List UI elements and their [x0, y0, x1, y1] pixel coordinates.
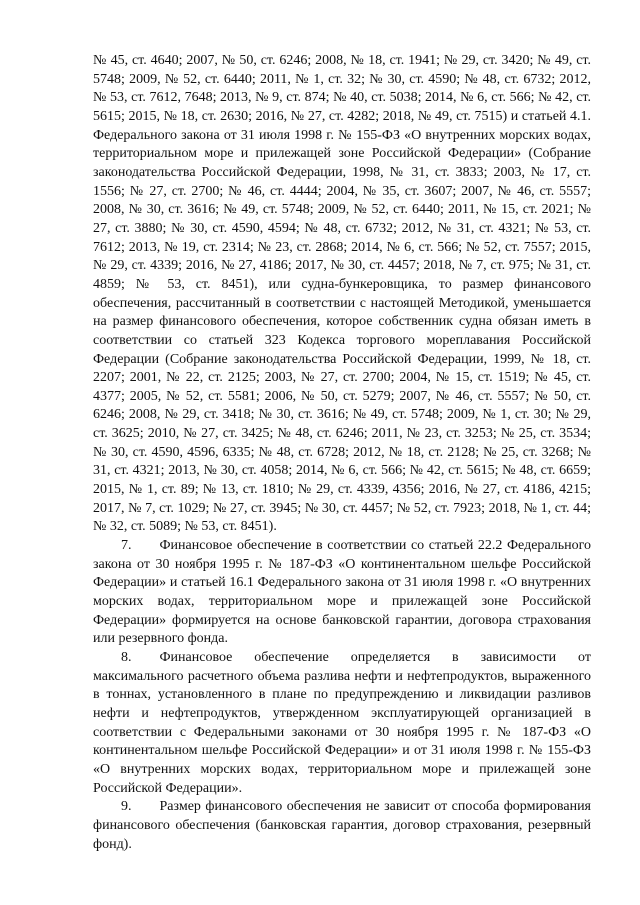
document-body: [93, 52, 591, 854]
paragraph-item-7: 7. Финансовое обеспечение в соответствии со статьей 22.2 Федерального закона от 30 ноября 1995 г. № 187-ФЗ «О континентальном шельфе Российской Федерации» и статьей 16.1 Федерального закона от 31 июля 1998 г. «О внутренних морских водах, территориальном море и прилежащей зоне Российской Федерации» формируется на основе банковской гарантии, договора страхования или резервного фонда.: [93, 538, 591, 647]
paragraph-continuation: № 45, ст. 4640; 2007, № 50, ст. 6246; 2008, № 18, ст. 1941; № 29, ст. 3420; № 49, ст. 5748; 2009, № 52, ст. 6440; 2011, № 1, ст. 32; № 30, ст. 4590; № 48, ст. 6732; 2012, № 53, ст. 7612, 7648; 2013, № 9, ст. 874; № 40, ст. 5038; 2014, № 6, ст. 566; № 42, ст. 5615; 2015, № 18, ст. 2630; 2016, № 27, ст. 4282; 2018, № 49, ст. 7515) и статьей 4.1. Федерального закона от 31 июля 1998 г. № 155-ФЗ «О внутренних морских водах, территориальном море и прилежащей зоне Российской Федерации» (Собрание законодательства Российской Федерации, 1998, № 31, ст. 3833; 2003, № 17, ст. 1556; № 27, ст. 2700; № 46, ст. 4444; 2004, № 35, ст. 3607; 2007, № 46, ст. 5557; 2008, № 30, ст. 3616; № 49, ст. 5748; 2009, № 52, ст. 6440; 2011, № 15, ст. 2021; № 27, ст. 3880; № 30, ст. 4590, 4594; № 48, ст. 6732; 2012, № 31, ст. 4321; № 53, ст. 7612; 2013, № 19, ст. 2314; № 23, ст. 2868; 2014, № 6, ст. 566; № 52, ст. 7557; 2015, № 29, ст. 4339; 2016, № 27, 4186; 2017, № 30, ст. 4457; 2018, № 7, ст. 975; № 31, ст. 4859; № 53, ст. 8451), или судна-бункеровщика, то размер финансового обеспечения, рассчитанный в соответствии с настоящей Методикой, уменьшается на размер финансового обеспечения, которое собственник судна обязан иметь в соответствии со статьей 323 Кодекса торгового мореплавания Российской Федерации (Собрание законодательства Российской Федерации, 1999, № 18, ст. 2207; 2001, № 22, ст. 2125; 2003, № 27, ст. 2700; 2004, № 15, ст. 1519; № 45, ст. 4377; 2005, № 52, ст. 5581; 2006, № 50, ст. 5279; 2007, № 46, ст. 5557; № 50, ст. 6246; 2008, № 29, ст. 3418; № 30, ст. 3616; № 49, ст. 5748; 2009, № 1, ст. 30; № 29, ст. 3625; 2010, № 27, ст. 3425; № 48, ст. 6246; 2011, № 23, ст. 3253; № 25, ст. 3534; № 30, ст. 4590, 4596, 6335; № 48, ст. 6728; 2012, № 18, ст. 2128; № 25, ст. 3268; № 31, ст. 4321; 2013, № 30, ст. 4058; 2014, № 6, ст. 566; № 42, ст. 5615; № 48, ст. 6659; 2015, № 1, ст. 89; № 13, ст. 1810; № 29, ст. 4339, 4356; 2016, № 27, ст. 4186, 4215; 2017, № 7, ст. 1029; № 27, ст. 3945; № 30, ст. 4457; № 52, ст. 7923; 2018, № 1, ст. 44; № 32, ст. 5089; № 53, ст. 8451).: [93, 53, 591, 535]
paragraph-item-9: 9. Размер финансового обеспечения не зависит от способа формирования финансового обеспечения (банковская гарантия, договор страхования, резервный фонд).: [93, 799, 591, 852]
paragraph-item-8: 8. Финансовое обеспечение определяется в зависимости от максимального расчетного объема разлива нефти и нефтепродуктов, выраженного в тоннах, установленного в плане по предупреждению и ликвидации разливов нефти и нефтепродуктов, утвержденном эксплуатирующей организацией в соответствии с Федеральными законами от 30 ноября 1995 г. № 187-ФЗ «О континентальном шельфе Российской Федерации» и от 31 июля 1998 г. № 155-ФЗ «О внутренних морских водах, территориальном море и прилежащей зоне Российской Федерации».: [93, 650, 591, 796]
